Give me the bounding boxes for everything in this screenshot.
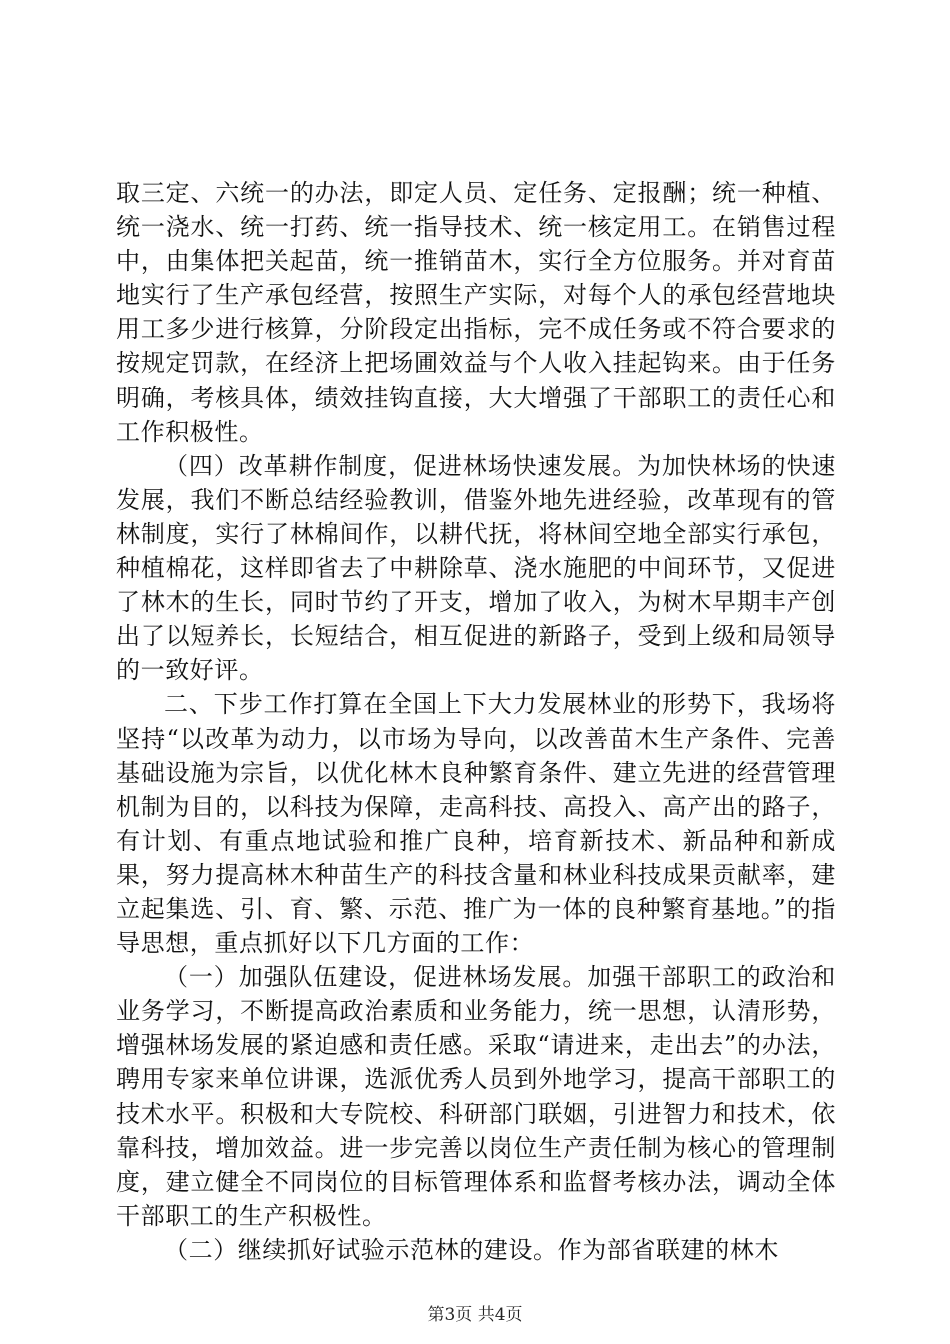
- paragraph-team-building: （一）加强队伍建设，促进林场发展。加强干部职工的政治和业务学习，不断提高政治素质和业务能力，统一思想，认清形势，增强林场发展的紧迫感和责任感。采取“请进来，走出去”的办法，聘用专家来单位讲课，选派优秀人员到外地学习，提高干部职工的技术水平。积极和大专院校、科研部门联姻，引进智力和技术，依靠科技，增加效益。进一步完善以岗位生产责任制为核心的管理制度，建立健全不同岗位的目标管理体系和监督考核办法，调动全体干部职工的生产积极性。: [116, 963, 836, 1230]
- paragraph-reform-farming: （四）改革耕作制度，促进林场快速发展。为加快林场的快速发展，我们不断总结经验教训，借鉴外地先进经验，改革现有的管林制度，实行了林棉间作，以耕代抚，将林间空地全部实行承包，种植棉花，这样即省去了中耕除草、浇水施肥的中间环节，又促进了林木的生长，同时节约了开支，增加了收入，为树木早期丰产创出了以短养长，长短结合，相互促进的新路子，受到上级和局领导的一致好评。: [116, 451, 836, 685]
- paragraph-continuation: 取三定、六统一的办法，即定人员、定任务、定报酬；统一种植、统一浇水、统一打药、统一指导技术、统一核定用工。在销售过程中，由集体把关起苗，统一推销苗木，实行全方位服务。并对育苗地实行了生产承包经营，按照生产实际，对每个人的承包经营地块用工多少进行核算，分阶段定出指标，完不成任务或不符合要求的按规定罚款，在经济上把场圃效益与个人收入挂起钩来。由于任务明确，考核具体，绩效挂钩直接，大大增强了干部职工的责任心和工作积极性。: [116, 179, 836, 446]
- document-body: [116, 176, 836, 1267]
- paragraph-demo-forest: （二）继续抓好试验示范林的建设。作为部省联建的林木: [164, 1235, 779, 1264]
- paragraph-next-plan: 二、下步工作打算在全国上下大力发展林业的形势下，我场将坚持“以改革为动力，以市场为导向，以改善苗木生产条件、完善基础设施为宗旨，以优化林木良种繁育条件、建立先进的经营管理机制为目的，以科技为保障，走高科技、高投入、高产出的路子，有计划、有重点地试验和推广良种，培育新技术、新品种和新成果，努力提高林木种苗生产的科技含量和林业科技成果贡献率，建立起集选、引、育、繁、示范、推广为一体的良种繁育基地。”的指导思想，重点抓好以下几方面的工作：: [116, 690, 836, 958]
- page-number-footer: 第3页 共4页: [427, 1305, 523, 1325]
